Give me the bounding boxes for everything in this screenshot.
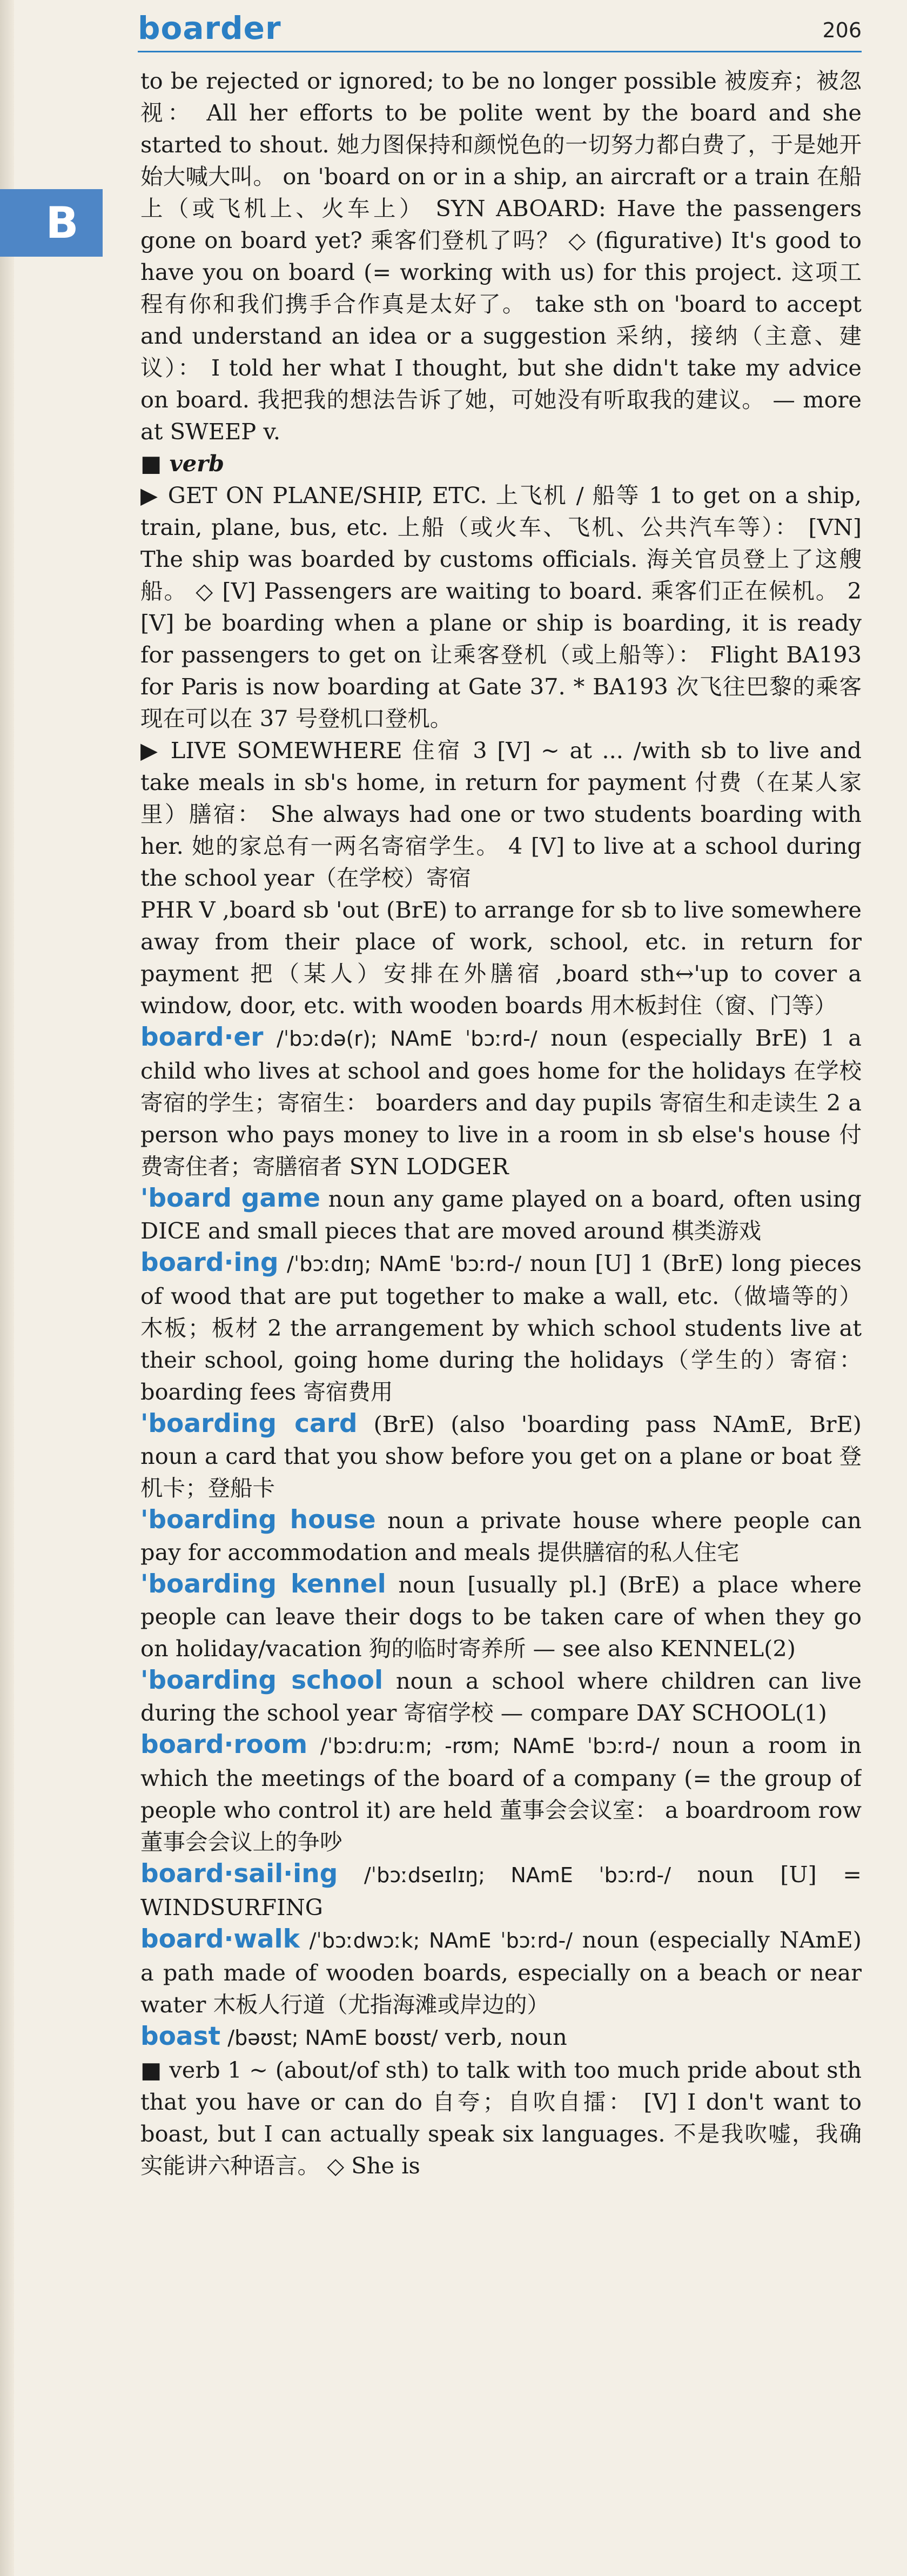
entry-boast-verb xyxy=(140,2054,862,2182)
entry-definition: noun a school where children can live during the school year 寄宿学校 — compare DAY SCHOOL(1) xyxy=(140,1668,862,1726)
page-edge xyxy=(0,0,14,2576)
entry-boardsailing xyxy=(140,1858,862,1923)
section-label: ■ verb xyxy=(140,450,225,477)
entry-pronunciation: /ˈbɔːdruːm; -rʊm; NAmE ˈbɔːrd-/ xyxy=(320,1734,660,1758)
phrasal-verb-text: PHR V ,board sb 'out (BrE) to arrange for sb to live somewhere away from their place of work, school, etc. in return for payment 把（某人）安排在外膳宿 ,board sth↔'up to cover a window, door, etc. with wooden boards 用木板封住（窗、门等） xyxy=(140,896,862,1019)
entry-boarding-kennel xyxy=(140,1568,862,1664)
entry-definition: noun [usually pl.] (BrE) a place where people can leave their dogs to be taken care of when they go on holiday/vacation 狗的临时寄养所 — see also KENNEL(2) xyxy=(140,1571,862,1662)
entry-definition: (BrE) (also 'boarding pass NAmE, BrE) noun a card that you show before you get on a plane or boat 登机卡；登船卡 xyxy=(140,1411,862,1501)
sense-live-somewhere xyxy=(140,734,862,894)
entry-boardwalk xyxy=(140,1923,862,2020)
entry-boarding-card xyxy=(140,1408,862,1504)
entry-definition: ■ verb 1 ~ (about/of sth) to talk with too much pride about sth that you have or can do 自夸；自吹自擂： [V] I don't want to boast, but I can actually speak six languages. 不是我吹嘘，我确实能讲六种语言。 ◇ She is xyxy=(140,2057,862,2179)
entry-headword: 'board game xyxy=(140,1183,320,1213)
entry-definition: noun [U] = WINDSURFING xyxy=(140,1861,862,1921)
text-block: to be rejected or ignored; to be no longer possible 被废弃；被忽视： All her efforts to be polite went by the board and she started to shout. 她力图保持和颜悦色的一切努力都白费了，于是她开始大喊大叫。 on 'board on or in a ship, an aircraft or a train 在船上（或飞机上、火车上） SYN ABOARD: Have the passengers gone on board yet? 乘客们登机了吗？ ◇ (figurative) It's good to have you on board (= working with us) for this project. 这项工程有你和我们携手合作真是太好了。 take sth on 'board to accept and understand an idea or a suggestion 采纳，接纳（主意、建议）： I told her what I thought, but she didn't take my advice on board. 我把我的想法告诉了她，可她没有听取我的建议。 — more at SWEEP v. xyxy=(140,68,862,445)
letter-thumb-tab: B xyxy=(0,189,103,257)
entry-definition: noun (especially BrE) 1 a child who lives at school and goes home for the holidays 在学校寄宿的学生；寄宿生： boarders and day pupils 寄宿生和走读生 2 a person who pays money to live in a room in sb else's house 付费寄住者；寄膳宿者 SYN LODGER xyxy=(140,1025,862,1180)
entry-headword: 'boarding school xyxy=(140,1665,384,1695)
continued-entry-board xyxy=(140,65,862,447)
entry-boast xyxy=(140,2020,862,2054)
sense-text: ▶ LIVE SOMEWHERE 住宿 3 [V] ~ at ... /with sb to live and take meals in sb's home, in return for payment 付费（在某人家里）膳宿： She always had one or two students boarding with her. 她的家总有一两名寄宿学生。 4 [V] to live at a school during the school year（在学校）寄宿 xyxy=(140,737,862,891)
entry-headword: board·room xyxy=(140,1730,308,1759)
entry-headword: boast xyxy=(140,2022,221,2051)
page-header xyxy=(138,10,862,52)
running-headword: boarder xyxy=(138,10,281,46)
dictionary-column xyxy=(140,65,862,2551)
entry-headword: board·ing xyxy=(140,1248,279,1277)
entry-pronunciation: /ˈbɔːdə(r); NAmE ˈbɔːrd-/ xyxy=(276,1027,538,1051)
entry-headword: 'boarding kennel xyxy=(140,1569,386,1599)
entry-boarding-school xyxy=(140,1664,862,1729)
entry-definition: noun a private house where people can pay for accommodation and meals 提供膳宿的私人住宅 xyxy=(140,1507,862,1565)
entry-headword: board·sail·ing xyxy=(140,1859,338,1889)
entry-boardroom xyxy=(140,1729,862,1858)
entry-headword: board·walk xyxy=(140,1924,300,1954)
entry-definition: noun (especially NAmE) a path made of wooden boards, especially on a beach or near water 木板人行道（尤指海滩或岸边的） xyxy=(140,1926,862,2018)
entry-definition: noun any game played on a board, often using DICE and small pieces that are moved around 棋类游戏 xyxy=(140,1186,862,1244)
entry-pronunciation: /ˈbɔːdwɔːk; NAmE ˈbɔːrd-/ xyxy=(309,1929,573,1952)
verb-section-marker xyxy=(140,447,862,479)
entry-board-game xyxy=(140,1182,862,1247)
entry-pronunciation: /ˈbɔːdseɪlɪŋ; NAmE ˈbɔːrd-/ xyxy=(364,1863,671,1887)
phrasal-verbs xyxy=(140,894,862,1021)
entry-pronunciation: /ˈbɔːdɪŋ; NAmE ˈbɔːrd-/ xyxy=(287,1252,522,1276)
entry-headword: board·er xyxy=(140,1022,264,1052)
entry-headword: 'boarding card xyxy=(140,1409,358,1438)
entry-definition: verb, noun xyxy=(445,2024,567,2050)
entry-headword: 'boarding house xyxy=(140,1505,376,1535)
sense-text: ▶ GET ON PLANE/SHIP, ETC. 上飞机 / 船等 1 to get on a ship, train, plane, bus, etc. 上船（或火车、飞机、公共汽车等）： [VN] The ship was boarded by customs officials. 海关官员登上了这艘船。 ◇ [V] Passengers are waiting to board. 乘客们正在候机。 2 [V] be boarding when a plane or ship is boarding, it is ready for passengers to get on 让乘客登机（或上船等）： Flight BA193 for Paris is now boarding at Gate 37. * BA193 次飞往巴黎的乘客现在可以在 37 号登机口登机。 xyxy=(140,482,862,732)
entry-pronunciation: /bəʊst; NAmE boʊst/ xyxy=(227,2026,438,2050)
page-number: 206 xyxy=(822,18,862,42)
entry-definition: noun [U] 1 (BrE) long pieces of wood that are put together to make a wall, etc.（做墙等的）木板；板材 2 the arrangement by which school students live at their school, going home during the holidays（学生的）寄宿： boarding fees 寄宿费用 xyxy=(140,1250,862,1405)
entry-boarding-house xyxy=(140,1504,862,1568)
entry-boarder xyxy=(140,1021,862,1182)
sense-get-on xyxy=(140,479,862,734)
entry-definition: noun a room in which the meetings of the board of a company (= the group of people who control it) are held 董事会会议室： a boardroom row 董事会会议上的争吵 xyxy=(140,1732,862,1855)
entry-boarding xyxy=(140,1247,862,1408)
